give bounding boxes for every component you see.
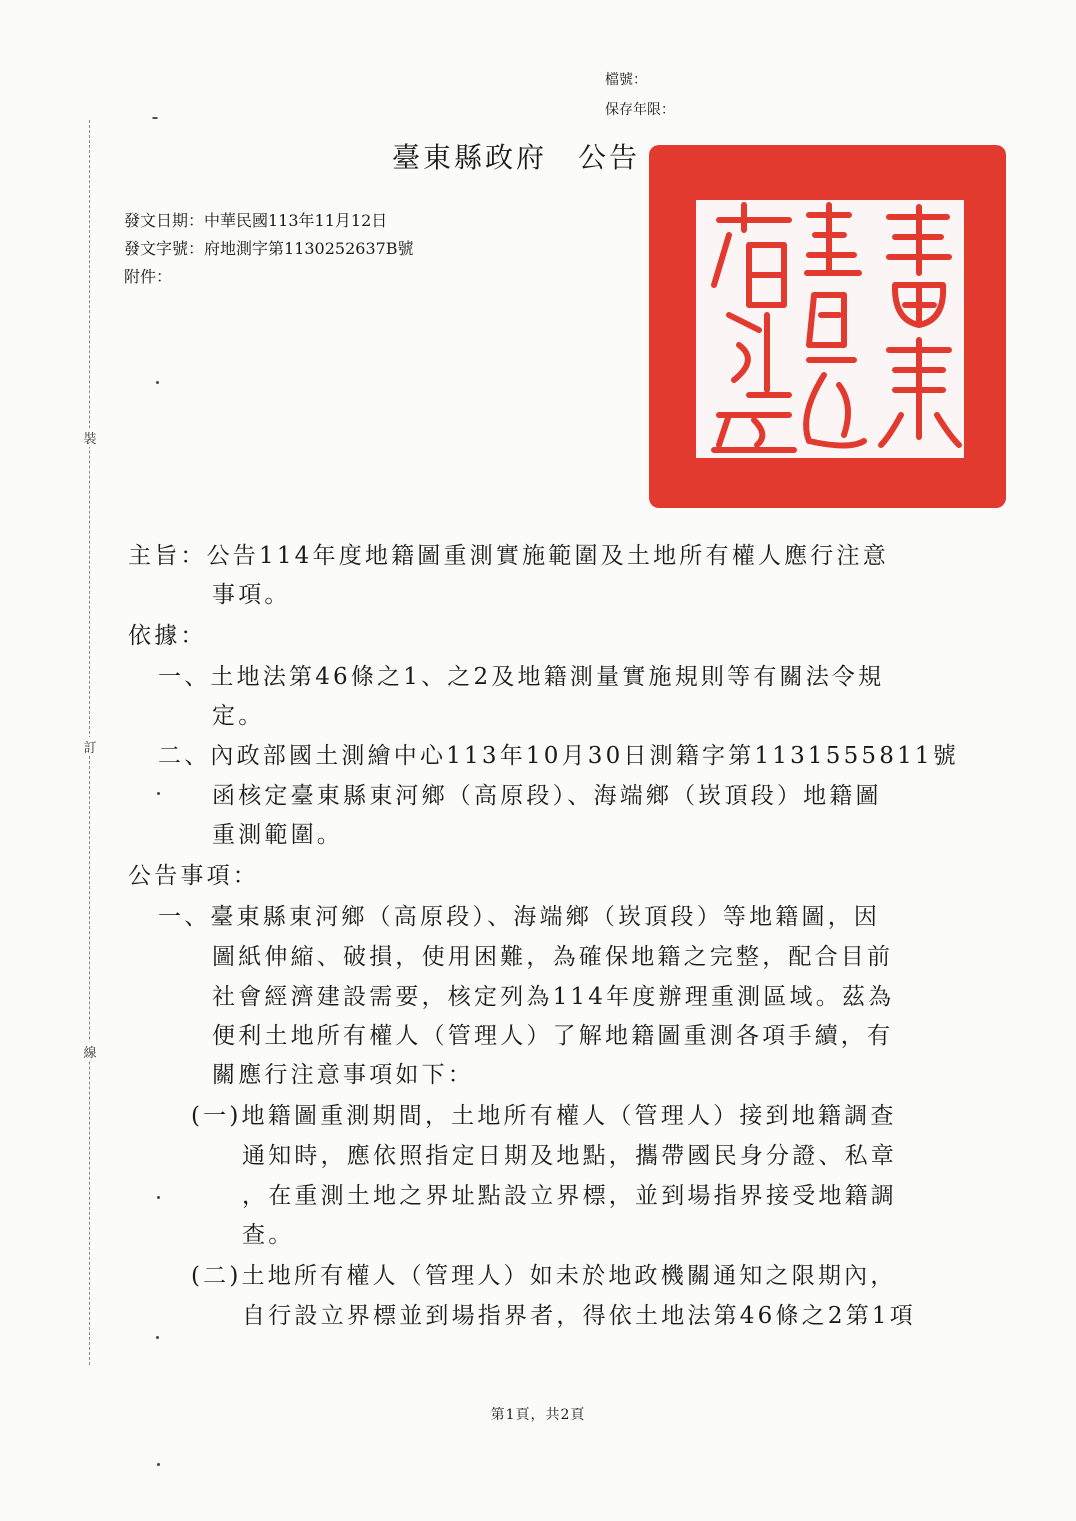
page-title: 臺東縣政府 公告 — [392, 141, 641, 174]
sub-item-2-line-1: (二)土地所有權人（管理人）如未於地政機關通知之限期內， — [191, 1263, 897, 1289]
subject-line-2: 事項。 — [212, 582, 291, 608]
scan-speck — [157, 792, 160, 795]
basis-heading: 依據： — [128, 623, 207, 649]
notice-1-line-3: 社會經濟建設需要，核定列為114年度辦理重測區域。茲為 — [212, 984, 895, 1010]
file-info — [605, 65, 675, 125]
basis-1-line-2: 定。 — [212, 703, 265, 729]
scan-speck — [152, 117, 158, 119]
sub-item-1-line-3: ，在重測土地之界址點設立界標，並到場指界接受地籍調 — [242, 1183, 897, 1209]
seal-strokes — [649, 145, 1006, 508]
subject-line-1: 主旨：公告114年度地籍圖重測實施範圍及土地所有權人應行注意 — [128, 543, 889, 569]
scan-speck — [157, 1463, 160, 1466]
binding-mark-2: 訂 — [80, 737, 100, 756]
notice-1-line-1: 一、臺東縣東河鄉（高原段）、海端鄉（崁頂段）等地籍圖，因 — [158, 904, 881, 930]
binding-mark-3: 線 — [80, 1042, 100, 1061]
basis-2-line-3: 重測範圍。 — [212, 822, 343, 848]
file-number-label: 檔號： — [605, 72, 647, 88]
sub-item-1-line-4: 查。 — [242, 1222, 295, 1248]
notice-1-line-2: 圖紙伸縮、破損，使用困難，為確保地籍之完整，配合目前 — [212, 944, 894, 970]
basis-1-line-1: 一、土地法第46條之1、之2及地籍測量實施規則等有關法令規 — [158, 664, 885, 690]
attachment-label: 附件： — [124, 267, 173, 286]
official-seal — [649, 145, 1006, 508]
basis-2-line-1: 二、內政部國土測繪中心113年10月30日測籍字第1131555811號 — [158, 743, 959, 769]
page-number: 第1頁，共2頁 — [490, 1407, 586, 1423]
retention-label: 保存年限： — [605, 102, 675, 118]
scan-speck — [156, 381, 159, 384]
notice-heading: 公告事項： — [128, 863, 259, 889]
binding-mark-1: 裝 — [80, 428, 100, 447]
scan-speck — [156, 1336, 159, 1339]
basis-2-line-2: 函核定臺東縣東河鄉（高原段）、海端鄉（崁頂段）地籍圖 — [212, 783, 882, 809]
sub-item-1-line-1: (一)地籍圖重測期間，土地所有權人（管理人）接到地籍調查 — [191, 1103, 897, 1129]
issue-date: 發文日期：中華民國113年11月12日 — [124, 211, 388, 230]
notice-1-line-4: 便利土地所有權人（管理人）了解地籍圖重測各項手續，有 — [212, 1023, 894, 1049]
document-meta — [124, 207, 414, 291]
sub-item-2-line-2: 自行設立界標並到場指界者，得依土地法第46條之2第1項 — [242, 1303, 916, 1329]
notice-1-line-5: 關應行注意事項如下： — [212, 1062, 474, 1088]
scan-speck — [157, 1196, 160, 1199]
reference-number: 發文字號：府地測字第1130252637B號 — [124, 239, 414, 258]
sub-item-1-line-2: 通知時，應依照指定日期及地點，攜帶國民身分證、私章 — [242, 1143, 897, 1169]
